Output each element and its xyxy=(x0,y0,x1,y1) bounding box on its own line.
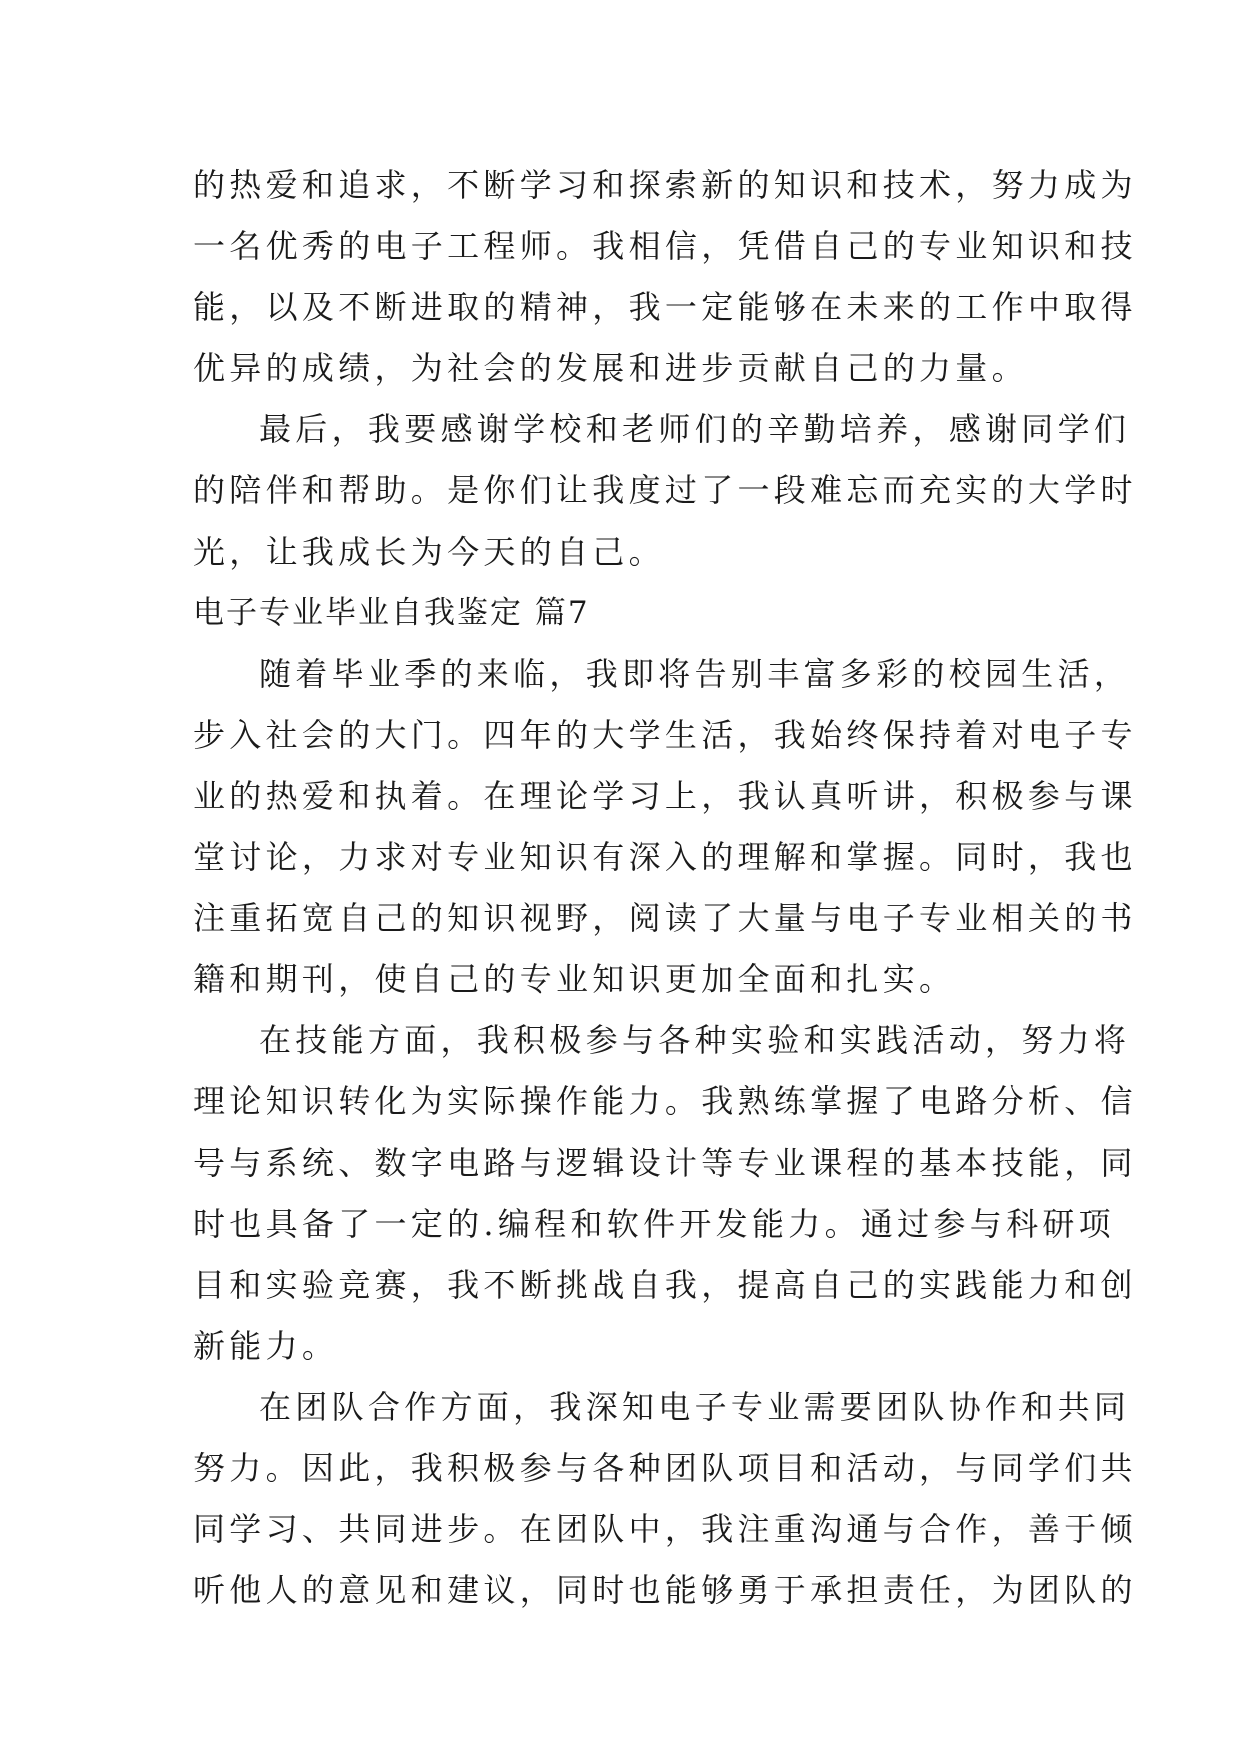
text-line: 随着毕业季的来临，我即将告别丰富多彩的校园生活， xyxy=(259,654,1131,693)
section-heading: 电子专业毕业自我鉴定 篇7 xyxy=(193,594,590,631)
text-line: 能，以及不断进取的精神，我一定能够在未来的工作中取得 xyxy=(193,288,1137,327)
text-line: 在技能方面，我积极参与各种实验和实践活动，努力将 xyxy=(259,1021,1131,1060)
text-line: 籍和期刊，使自己的专业知识更加全面和扎实。 xyxy=(193,960,956,999)
text-line: 时也具备了一定的.编程和软件开发能力。通过参与科研项 xyxy=(193,1204,1115,1243)
text-line: 注重拓宽自己的知识视野，阅读了大量与电子专业相关的书 xyxy=(193,899,1137,938)
text-line: 一名优秀的电子工程师。我相信，凭借自己的专业知识和技 xyxy=(193,227,1137,266)
text-line: 堂讨论，力求对专业知识有深入的理解和掌握。同时，我也 xyxy=(193,838,1137,877)
text-line: 目和实验竞赛，我不断挑战自我，提高自己的实践能力和创 xyxy=(193,1265,1137,1304)
text-line: 光，让我成长为今天的自己。 xyxy=(193,532,665,571)
text-line: 号与系统、数字电路与逻辑设计等专业课程的基本技能，同 xyxy=(193,1143,1137,1182)
text-line: 步入社会的大门。四年的大学生活，我始终保持着对电子专 xyxy=(193,715,1137,754)
text-line: 听他人的意见和建议，同时也能够勇于承担责任，为团队的 xyxy=(193,1571,1137,1610)
text-line: 的陪伴和帮助。是你们让我度过了一段难忘而充实的大学时 xyxy=(193,471,1137,510)
text-line: 同学习、共同进步。在团队中，我注重沟通与合作，善于倾 xyxy=(193,1510,1137,1549)
text-line: 努力。因此，我积极参与各种团队项目和活动，与同学们共 xyxy=(193,1448,1137,1487)
text-line: 新能力。 xyxy=(193,1326,339,1365)
text-line: 的热爱和追求，不断学习和探索新的知识和技术，努力成为 xyxy=(193,166,1137,204)
text-line: 理论知识转化为实际操作能力。我熟练掌握了电路分析、信 xyxy=(193,1082,1137,1121)
document-body xyxy=(193,155,1137,1621)
text-line: 业的热爱和执着。在理论学习上，我认真听讲，积极参与课 xyxy=(193,776,1137,815)
text-line: 最后，我要感谢学校和老师们的辛勤培养，感谢同学们 xyxy=(259,410,1131,449)
text-line: 优异的成绩，为社会的发展和进步贡献自己的力量。 xyxy=(193,349,1028,388)
text-line: 在团队合作方面，我深知电子专业需要团队协作和共同 xyxy=(259,1387,1131,1426)
